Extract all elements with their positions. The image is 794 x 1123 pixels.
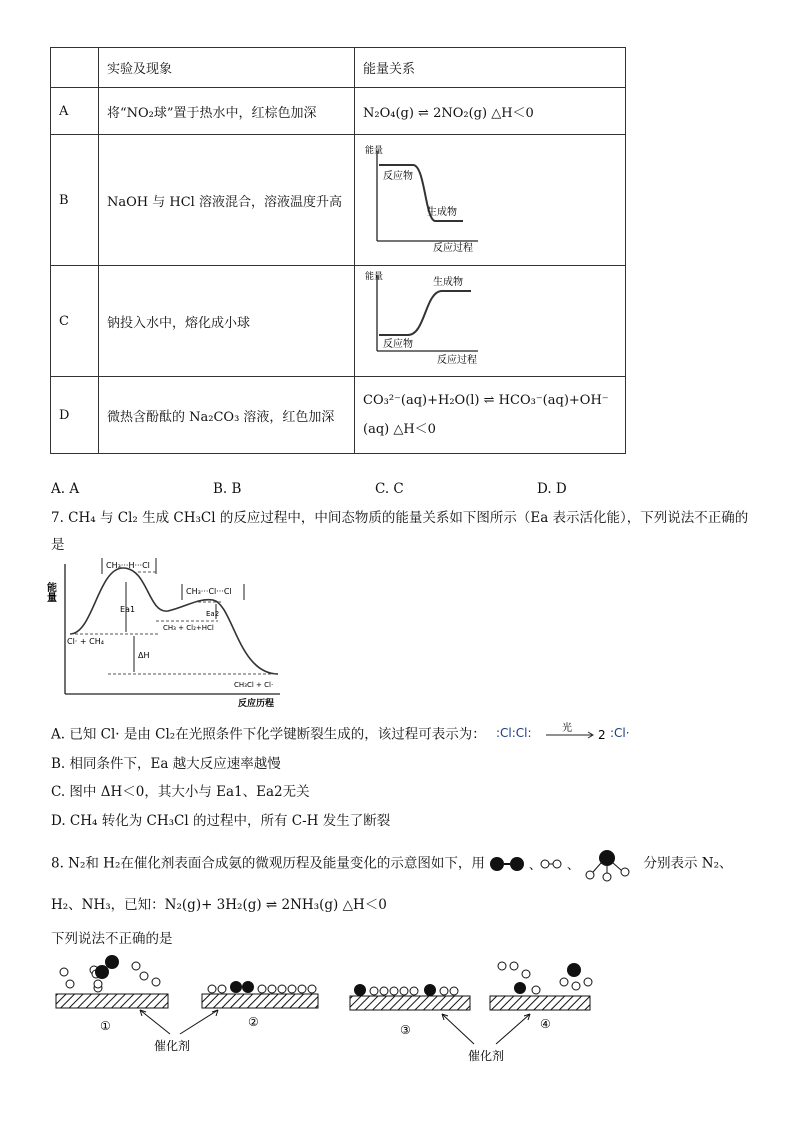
q8-stem-line1-a: 8. N₂和 H₂在催化剂表面合成氨的微观历程及能量变化的示意图如下，用: [51, 855, 485, 872]
graph-product: 生成物: [433, 277, 463, 288]
exothermic-energy-graph: [363, 143, 483, 253]
row-experiment: NaOH 与 HCl 溶液混合，溶液温度升高: [99, 135, 355, 266]
q7-option-a: [51, 722, 656, 748]
experiment-table: [50, 47, 626, 454]
q7-option-d: D. CH₄ 转化为 CH₃Cl 的过程中，所有 C-H 发生了断裂: [51, 813, 391, 829]
row-energy-line1: CO₃²⁻(aq)+H₂O(l) ⇌ HCO₃⁻(aq)+OH⁻: [363, 393, 609, 408]
step-label: ③: [400, 1023, 411, 1037]
q6-option-d: D. D: [537, 481, 567, 497]
graph-reactant: 反应物: [383, 171, 413, 182]
table-row: [51, 266, 626, 377]
q6-option-b: B. B: [213, 481, 242, 497]
q7-dh: ΔH: [138, 651, 150, 660]
q7-stem-line1: 7. CH₄ 与 Cl₂ 生成 CH₃Cl 的反应过程中，中间态物质的能量关系如下图所示（Ea 表示活化能），下列说法不正确的: [51, 510, 749, 526]
svg-text:2: 2: [598, 728, 606, 742]
graph-x-label: 反应过程: [433, 243, 473, 254]
lewis-structure-equation: [496, 722, 656, 744]
graph-y-label: 能量: [365, 272, 384, 282]
row-experiment: 将“NO₂球”置于热水中，红棕色加深: [99, 88, 355, 135]
catalyst-surface: [56, 994, 168, 1008]
table-header-blank: [51, 48, 99, 88]
q7-ea2: Ea2: [206, 610, 220, 618]
q7-stem-line2: 是: [51, 537, 65, 553]
q7-x-label: 反应历程: [238, 699, 275, 709]
q7-ts2: CH₃···Cl···Cl: [186, 587, 232, 596]
q6-option-c: C. C: [375, 481, 404, 497]
light-condition: 光: [562, 723, 572, 734]
row-label: C: [51, 266, 99, 377]
catalyst-label: 催化剂: [468, 1049, 505, 1063]
q7-middle-species: CH₃ + Cl₂+HCl: [163, 624, 214, 632]
step-label: ①: [100, 1019, 111, 1033]
q8-stem-line1-b: 分别表示 N₂、: [643, 855, 733, 872]
row-experiment: 微热含酚酞的 Na₂CO₃ 溶液，红色加深: [99, 377, 355, 454]
q8-molecule-legend: [489, 846, 639, 882]
graph-x-label: 反应过程: [437, 355, 477, 366]
row-energy-line2: (aq) △H＜0: [363, 422, 436, 437]
table-row: [51, 377, 626, 454]
q8-catalyst-process-figure: [50, 950, 610, 1065]
step-label: ②: [248, 1015, 259, 1029]
graph-product: 生成物: [427, 207, 457, 218]
q8-stem-line1: [51, 846, 732, 882]
q7-energy-profile: [44, 556, 288, 709]
svg-text:、: 、: [529, 858, 542, 872]
endothermic-energy-graph: [363, 269, 483, 369]
catalyst-surface: [350, 996, 470, 1010]
q6-option-a: A. A: [51, 481, 80, 497]
q7-start-species: Cl· + CH₄: [67, 637, 104, 646]
q7-option-b: B. 相同条件下，Ea 越大反应速率越慢: [51, 756, 281, 772]
graph-y-label: 能量: [365, 146, 384, 156]
svg-text:、: 、: [567, 858, 580, 872]
graph-reactant: 反应物: [383, 339, 413, 350]
row-label: B: [51, 135, 99, 266]
svg-text::Cl·: :Cl·: [610, 726, 630, 740]
q7-end-species: CH₃Cl + Cl·: [234, 681, 274, 689]
q8-stem-line3: 下列说法不正确的是: [51, 931, 173, 947]
q7-cl2-dissociation: [496, 722, 656, 748]
q7-y-label: 能量: [44, 582, 56, 602]
catalyst-surface: [490, 996, 590, 1010]
table-header-experiment: 实验及现象: [99, 48, 355, 88]
q7-option-a-text: A. 已知 Cl· 是由 Cl₂在光照条件下化学键断裂生成的，该过程可表示为：: [51, 726, 486, 743]
q8-stem-line2: H₂、NH₃，已知：N₂(g)+ 3H₂(g) ⇌ 2NH₃(g) △H＜0: [51, 897, 387, 913]
row-energy: N₂O₄(g) ⇌ 2NO₂(g) △H＜0: [355, 88, 626, 135]
q7-option-c: C. 图中 ΔH＜0，其大小与 Ea1、Ea2无关: [51, 784, 310, 800]
catalyst-label: 催化剂: [154, 1039, 191, 1053]
row-experiment: 钠投入水中，熔化成小球: [99, 266, 355, 377]
row-label: D: [51, 377, 99, 454]
q7-ea1: Ea1: [120, 605, 136, 614]
table-row: [51, 88, 626, 135]
svg-text::Cl:Cl:: :Cl:Cl:: [496, 726, 532, 740]
catalyst-surface: [202, 994, 318, 1008]
step-label: ④: [540, 1017, 551, 1031]
table-row: [51, 135, 626, 266]
q7-ts1: CH₃···H···Cl: [106, 561, 150, 570]
table-header-energy: 能量关系: [355, 48, 626, 88]
row-label: A: [51, 88, 99, 135]
